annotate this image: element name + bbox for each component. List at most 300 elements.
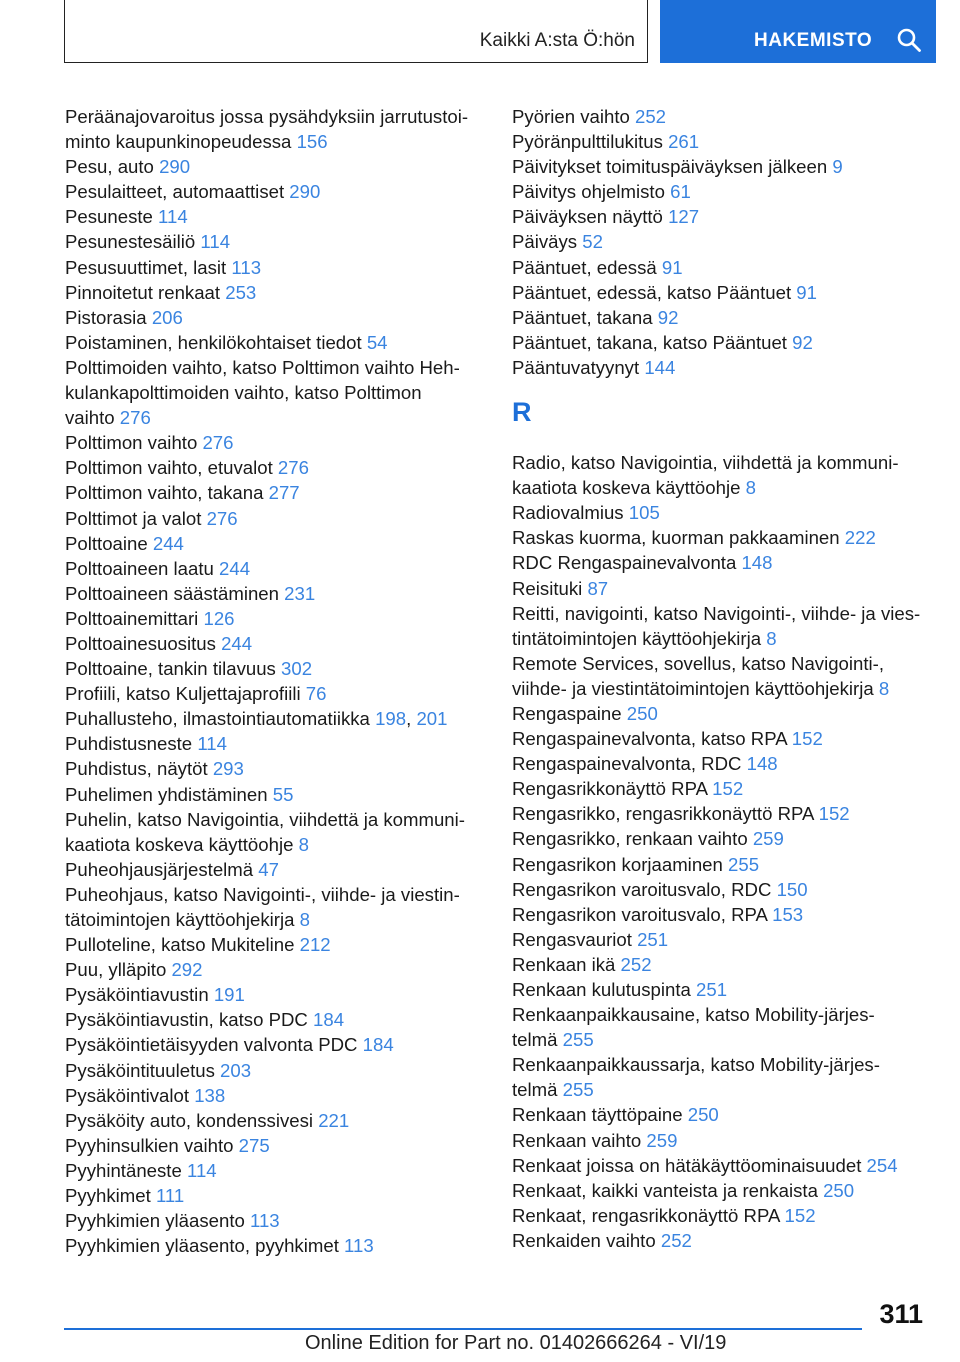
index-entry-line bbox=[65, 1007, 477, 1032]
index-entry bbox=[512, 280, 934, 305]
index-entry bbox=[512, 1002, 934, 1052]
page-reference-link[interactable]: 114 bbox=[200, 231, 231, 253]
index-entry bbox=[512, 154, 934, 179]
index-entry-line bbox=[65, 1183, 477, 1208]
index-entry-line bbox=[512, 229, 934, 254]
index-entry-text: Päiväys bbox=[512, 231, 578, 253]
index-entry bbox=[512, 927, 934, 952]
page-reference-link[interactable]: 275 bbox=[238, 1134, 270, 1156]
index-entry bbox=[512, 952, 934, 977]
index-entry-line bbox=[65, 1032, 477, 1057]
index-entry-line bbox=[65, 631, 477, 656]
page-reference-link[interactable]: 184 bbox=[362, 1034, 394, 1056]
index-entry bbox=[65, 556, 477, 581]
footer-text bbox=[305, 1332, 726, 1355]
index-entry-line bbox=[65, 1158, 477, 1183]
page-reference-link[interactable]: 61 bbox=[670, 181, 691, 203]
index-entry-text: Puu, ylläpito bbox=[65, 959, 167, 981]
index-entry-text: Pääntuet, takana, katso Pääntuet bbox=[512, 331, 787, 353]
index-entry bbox=[65, 204, 477, 229]
index-entry bbox=[512, 701, 934, 726]
index-entry-text: Rengasrikkonäyttö RPA bbox=[512, 778, 707, 800]
index-entry bbox=[65, 104, 477, 154]
index-entry bbox=[65, 280, 477, 305]
index-entry bbox=[512, 179, 934, 204]
index-entry bbox=[65, 355, 477, 430]
page-reference-link[interactable]: 293 bbox=[212, 758, 244, 780]
page-reference-link[interactable]: 276 bbox=[202, 432, 234, 454]
page-reference-link[interactable]: 138 bbox=[194, 1084, 226, 1106]
index-entry-text: kaatiota koskeva käyttöohje bbox=[65, 833, 294, 855]
index-entry-line bbox=[65, 455, 477, 480]
index-entry-line bbox=[65, 355, 477, 380]
index-entry bbox=[512, 1178, 934, 1203]
index-entry-text: Pyyhkimien yläasento bbox=[65, 1210, 245, 1232]
index-entry-line bbox=[512, 305, 934, 330]
index-entry-text: Rengasrikko, renkaan vaihto bbox=[512, 828, 748, 850]
index-entry-line bbox=[512, 525, 934, 550]
page-reference-link[interactable]: 252 bbox=[660, 1229, 692, 1251]
index-entry bbox=[512, 104, 934, 129]
index-entry-line bbox=[512, 977, 934, 1002]
index-entry bbox=[65, 706, 477, 731]
page-reference-link[interactable]: 152 bbox=[818, 803, 850, 825]
index-entry-line bbox=[512, 826, 934, 851]
page-reference-link[interactable]: 277 bbox=[268, 482, 300, 504]
page-reference-link[interactable]: 92 bbox=[657, 306, 679, 328]
index-entry-line bbox=[512, 104, 934, 129]
page-reference-link[interactable]: 52 bbox=[582, 231, 603, 253]
page-reference-link[interactable]: 276 bbox=[119, 407, 151, 429]
page-reference-link[interactable]: 255 bbox=[562, 1079, 594, 1101]
index-entry-line bbox=[512, 701, 934, 726]
index-entry-line bbox=[512, 676, 934, 701]
page-reference-link[interactable]: 302 bbox=[281, 658, 313, 680]
index-entry-line bbox=[512, 1102, 934, 1127]
index-entry-line bbox=[65, 1233, 477, 1258]
index-entry-line bbox=[512, 204, 934, 229]
page-reference-link[interactable]: 54 bbox=[366, 331, 388, 353]
index-entry-text: Radio, katso Navigointia, viihdettä ja kommuni- bbox=[512, 452, 899, 474]
index-entry-line bbox=[65, 1108, 477, 1133]
page-reference-link[interactable]: 8 bbox=[766, 627, 777, 649]
page-reference-link[interactable]: 8 bbox=[878, 677, 890, 699]
page-reference-link[interactable]: 126 bbox=[203, 607, 235, 629]
footer-rule bbox=[64, 1328, 862, 1330]
page-reference-link[interactable]: 244 bbox=[221, 632, 253, 654]
index-entry-text: Pesuneste bbox=[65, 206, 153, 228]
index-entry-text: Puheohjausjärjestelmä bbox=[65, 858, 254, 880]
index-entry-text: Peräänajovaroitus jossa pysähdyksiin jarrutustoi- bbox=[65, 106, 469, 127]
index-entry-line bbox=[65, 1208, 477, 1233]
page-reference-link[interactable]: 55 bbox=[272, 783, 294, 805]
index-entry-text: minto kaupunkinopeudessa bbox=[65, 131, 292, 153]
index-entry-text: Pääntuet, edessä, katso Pääntuet bbox=[512, 281, 792, 303]
index-entry bbox=[65, 982, 477, 1007]
page-reference-link[interactable]: 261 bbox=[668, 131, 700, 153]
index-entry bbox=[512, 1102, 934, 1127]
index-entry bbox=[65, 179, 477, 204]
index-entry bbox=[65, 932, 477, 957]
index-entry bbox=[512, 877, 934, 902]
index-entry-line bbox=[512, 1228, 934, 1253]
page-reference-link[interactable]: 8 bbox=[299, 909, 310, 930]
index-entry bbox=[512, 450, 934, 500]
index-entry-line bbox=[65, 204, 477, 229]
index-entry bbox=[512, 801, 934, 826]
page-reference-link[interactable]: 251 bbox=[637, 928, 669, 950]
index-entry-line bbox=[65, 179, 477, 204]
index-entry bbox=[65, 606, 477, 631]
page-reference-link[interactable]: 184 bbox=[313, 1009, 345, 1031]
index-entry-text: Pysäköintiavustin, katso PDC bbox=[65, 1009, 308, 1031]
index-entry-text: Renkaan kulutuspinta bbox=[512, 979, 691, 1000]
index-entry-line bbox=[512, 1178, 934, 1203]
page-reference-link[interactable]: 221 bbox=[318, 1109, 350, 1131]
tab-hakemisto-label: HAKEMISTO bbox=[754, 30, 873, 51]
page-reference-link[interactable]: 251 bbox=[696, 979, 728, 1000]
index-entry-text: Polttimon vaihto, etuvalot bbox=[65, 457, 273, 479]
index-entry bbox=[65, 229, 477, 254]
index-entry bbox=[512, 852, 934, 877]
index-entry bbox=[512, 129, 934, 154]
index-entry-text: Puhdistus, näytöt bbox=[65, 758, 208, 780]
index-entry bbox=[65, 631, 477, 656]
index-entry-text: Pinnoitetut renkaat bbox=[65, 281, 221, 303]
index-entry-text: viihde- ja viestintätoimintojen käyttöohjekirja bbox=[512, 677, 874, 699]
page-reference-link[interactable]: 114 bbox=[197, 733, 227, 755]
index-entry-line bbox=[65, 556, 477, 581]
index-entry-text: Raskas kuorma, kuorman pakkaaminen bbox=[512, 527, 840, 549]
tab-kaikki-a-o-label: Kaikki A:sta Ö:hön bbox=[479, 30, 635, 51]
index-entry-line bbox=[65, 907, 477, 932]
index-entry-line bbox=[512, 601, 934, 626]
index-entry-text: Renkaat, kaikki vanteista ja renkaista bbox=[512, 1179, 818, 1201]
index-entry bbox=[512, 1203, 934, 1228]
page-reference-link[interactable]: 259 bbox=[646, 1129, 678, 1151]
index-entry-line bbox=[65, 932, 477, 957]
index-entry-line bbox=[65, 807, 477, 832]
page-reference-link[interactable]: 150 bbox=[776, 878, 808, 900]
index-entry-line bbox=[65, 506, 477, 531]
page-reference-link[interactable]: 105 bbox=[628, 502, 660, 524]
page-reference-link[interactable]: 92 bbox=[792, 331, 813, 353]
index-entry-text: Renkaan täyttöpaine bbox=[512, 1104, 683, 1126]
index-entry-text: Renkaiden vaihto bbox=[512, 1229, 656, 1251]
index-entry bbox=[65, 1183, 477, 1208]
index-entry-line bbox=[512, 576, 934, 601]
index-entry-text: Puhdistusneste bbox=[65, 733, 193, 755]
page-reference-link[interactable]: 111 bbox=[155, 1185, 185, 1207]
index-entry-line bbox=[512, 355, 934, 380]
index-entry bbox=[65, 430, 477, 455]
index-entry bbox=[512, 1153, 934, 1178]
page-reference-link[interactable]: 254 bbox=[866, 1154, 898, 1176]
page-reference-link[interactable]: 114 bbox=[158, 206, 188, 228]
index-entry bbox=[65, 455, 477, 480]
index-entry-line bbox=[65, 681, 477, 706]
index-entry-line bbox=[65, 330, 477, 355]
page-reference-link[interactable]: 201 bbox=[416, 708, 448, 730]
page-reference-link[interactable]: 87 bbox=[587, 577, 609, 599]
index-entry-text: Pysäköintiavustin bbox=[65, 984, 209, 1006]
page-reference-link[interactable]: 113 bbox=[250, 1210, 280, 1232]
page-reference-link[interactable]: 152 bbox=[712, 778, 744, 800]
index-entry-line bbox=[512, 550, 934, 575]
page-reference-link[interactable]: 252 bbox=[620, 953, 652, 975]
index-entry-text: Polttoaineen laatu bbox=[65, 557, 214, 579]
index-entry bbox=[65, 154, 477, 179]
index-entry-text: Rengaspaine bbox=[512, 702, 622, 724]
index-entry-text: Rengasrikon varoitusvalo, RDC bbox=[512, 878, 772, 900]
index-entry bbox=[65, 506, 477, 531]
index-entry bbox=[512, 255, 934, 280]
page-reference-link[interactable]: 153 bbox=[772, 903, 804, 925]
index-entry-line bbox=[65, 782, 477, 807]
index-entry bbox=[512, 751, 934, 776]
index-entry-line bbox=[65, 857, 477, 882]
index-entry-line bbox=[65, 731, 477, 756]
index-entry-text: Pääntuet, edessä bbox=[512, 256, 657, 278]
index-entry bbox=[512, 305, 934, 330]
page-reference-link[interactable]: 148 bbox=[741, 552, 773, 574]
page-reference-link[interactable]: 259 bbox=[752, 828, 784, 850]
index-entry bbox=[65, 681, 477, 706]
index-entry bbox=[65, 782, 477, 807]
index-entry-line bbox=[512, 1052, 934, 1077]
index-entry-line bbox=[65, 957, 477, 982]
index-entry-text: Polttimon vaihto bbox=[65, 432, 198, 454]
index-entry bbox=[65, 581, 477, 606]
index-column-right bbox=[512, 104, 934, 1253]
index-entry bbox=[512, 229, 934, 254]
index-entry-text: Pysäköintietäisyyden valvonta PDC bbox=[65, 1034, 358, 1056]
index-entry bbox=[512, 601, 934, 651]
index-entry-line bbox=[65, 1058, 477, 1083]
index-entry bbox=[512, 330, 934, 355]
index-entry-line bbox=[65, 280, 477, 305]
index-entry-text: Polttimon vaihto, takana bbox=[65, 482, 264, 504]
page-reference-link[interactable]: 203 bbox=[220, 1059, 252, 1081]
index-entry bbox=[65, 756, 477, 781]
page-reference-link[interactable]: 152 bbox=[791, 728, 823, 750]
page-reference-link[interactable]: 76 bbox=[305, 683, 327, 705]
index-entry-text: Polttoaine bbox=[65, 532, 148, 554]
index-entry-text: Profiili, katso Kuljettajaprofiili bbox=[65, 683, 301, 705]
page-number: 311 bbox=[879, 1299, 923, 1329]
index-entry-text: Pyyhkimien yläasento, pyyhkimet bbox=[65, 1235, 339, 1257]
index-entry-text: Pyörien vaihto bbox=[512, 106, 630, 127]
page-reference-link[interactable]: 292 bbox=[171, 959, 203, 981]
index-entry-text: Pulloteline, katso Mukiteline bbox=[65, 934, 295, 956]
page-reference-link[interactable]: 212 bbox=[299, 934, 331, 956]
page-reference-link[interactable]: 231 bbox=[284, 582, 316, 604]
index-entry-line bbox=[65, 255, 477, 280]
page-reference-link[interactable]: 253 bbox=[225, 281, 257, 303]
tab-kaikki-a-o[interactable] bbox=[64, 0, 648, 63]
page-reference-link[interactable]: 198 bbox=[375, 708, 407, 730]
index-entry-line bbox=[512, 877, 934, 902]
page-reference-link[interactable]: 47 bbox=[258, 858, 279, 880]
index-entry-text: kulankapolttimoiden vaihto, katso Polttimon bbox=[65, 382, 422, 404]
index-entry bbox=[65, 807, 477, 857]
index-entry-text: Rengasvauriot bbox=[512, 928, 632, 950]
index-entry-line bbox=[512, 475, 934, 500]
index-entry-line bbox=[512, 927, 934, 952]
index-entry-line bbox=[65, 104, 477, 129]
index-entry bbox=[65, 480, 477, 505]
page-reference-link[interactable]: 8 bbox=[745, 477, 756, 499]
index-entry-line bbox=[512, 500, 934, 525]
page-reference-link[interactable]: 250 bbox=[823, 1179, 855, 1201]
index-entry-text: Polttimoiden vaihto, katso Polttimon vaihto Heh- bbox=[65, 356, 460, 378]
index-entry bbox=[65, 731, 477, 756]
index-entry bbox=[65, 857, 477, 882]
index-entry bbox=[65, 1032, 477, 1057]
index-entry-text: Renkaanpaikkaussarja, katso Mobility-järjes- bbox=[512, 1054, 880, 1076]
index-entry bbox=[512, 550, 934, 575]
index-entry-line bbox=[512, 726, 934, 751]
page-reference-link[interactable]: 113 bbox=[344, 1235, 374, 1257]
index-entry-text: Pääntuvatyynyt bbox=[512, 356, 640, 378]
index-entry bbox=[512, 525, 934, 550]
index-entry-line bbox=[65, 606, 477, 631]
page-reference-link[interactable]: 244 bbox=[152, 532, 184, 554]
index-entry bbox=[65, 531, 477, 556]
index-entry bbox=[512, 651, 934, 701]
index-entry-line bbox=[65, 129, 477, 154]
page-reference-link[interactable]: 276 bbox=[277, 457, 309, 479]
index-entry-line bbox=[512, 801, 934, 826]
page-reference-link[interactable]: 8 bbox=[298, 833, 309, 855]
page-reference-link[interactable]: 144 bbox=[644, 356, 676, 378]
index-entry bbox=[512, 826, 934, 851]
index-entry-line bbox=[512, 952, 934, 977]
page-reference-link[interactable]: 290 bbox=[159, 156, 191, 178]
index-entry-text: Polttoaineen säästäminen bbox=[65, 582, 279, 604]
index-entry-text: Pyyhinsulkien vaihto bbox=[65, 1134, 234, 1156]
page-reference-link[interactable]: 250 bbox=[687, 1104, 719, 1126]
page-reference-link[interactable]: 114 bbox=[186, 1159, 217, 1181]
index-entry-line bbox=[512, 626, 934, 651]
index-entry bbox=[65, 882, 477, 932]
index-entry-text: Renkaan ikä bbox=[512, 953, 616, 975]
index-entry bbox=[512, 776, 934, 801]
index-entry-line bbox=[512, 1077, 934, 1102]
index-entry-line bbox=[65, 832, 477, 857]
index-entry bbox=[65, 1108, 477, 1133]
page-reference-link[interactable]: 276 bbox=[206, 507, 238, 529]
index-entry-line bbox=[65, 882, 477, 907]
index-entry-text: Poistaminen, henkilökohtaiset tiedot bbox=[65, 331, 362, 353]
index-entry-text: Radiovalmius bbox=[512, 502, 624, 524]
index-entry bbox=[65, 1083, 477, 1108]
index-entry bbox=[65, 1058, 477, 1083]
page-reference-link[interactable]: 244 bbox=[219, 557, 251, 579]
index-entry-line bbox=[512, 651, 934, 676]
page-reference-link[interactable]: 191 bbox=[213, 984, 245, 1006]
index-entry bbox=[512, 977, 934, 1002]
index-entry-text: kaatiota koskeva käyttöohje bbox=[512, 477, 741, 499]
index-entry bbox=[65, 255, 477, 280]
index-entry-text: Rengaspainevalvonta, RDC bbox=[512, 753, 742, 775]
index-entry-text: Pesulaitteet, automaattiset bbox=[65, 181, 285, 203]
page-reference-link[interactable]: 290 bbox=[289, 181, 321, 203]
footer-edition: Online Edition for Part no. 01402666264 - VI/19 bbox=[305, 1332, 727, 1354]
page-reference-link[interactable]: 250 bbox=[626, 702, 658, 724]
page-reference-link[interactable]: 127 bbox=[668, 206, 700, 228]
page-reference-link[interactable]: 255 bbox=[728, 853, 760, 875]
index-entry-text: Päiväyksen näyttö bbox=[512, 206, 663, 228]
index-entry bbox=[65, 1133, 477, 1158]
page-reference-link[interactable]: 252 bbox=[635, 106, 667, 127]
index-entry-line bbox=[512, 179, 934, 204]
index-entry-text: RDC Rengaspainevalvonta bbox=[512, 552, 737, 574]
index-entry bbox=[65, 1208, 477, 1233]
index-entry-line bbox=[512, 902, 934, 927]
page-reference-link[interactable]: 255 bbox=[562, 1029, 594, 1051]
index-entry-line bbox=[65, 656, 477, 681]
index-entry-text: Rengasrikon korjaaminen bbox=[512, 853, 723, 875]
index-entry-line bbox=[65, 480, 477, 505]
index-entry-text: Pesunestesäiliö bbox=[65, 231, 196, 253]
tab-hakemisto[interactable] bbox=[660, 0, 936, 63]
index-column-left bbox=[65, 104, 477, 1258]
index-entry-line bbox=[512, 1203, 934, 1228]
index-entry-text: Renkaanpaikkausaine, katso Mobility-järjes- bbox=[512, 1004, 875, 1026]
index-entry-text: Päivitykset toimituspäiväyksen jälkeen bbox=[512, 156, 828, 178]
index-entry-line bbox=[65, 581, 477, 606]
index-entry-text: Remote Services, sovellus, katso Navigointi-, bbox=[512, 652, 885, 674]
index-entry bbox=[512, 576, 934, 601]
page-reference-link[interactable]: 113 bbox=[231, 256, 262, 278]
index-entry bbox=[65, 656, 477, 681]
index-entry-text: Pesusuuttimet, lasit bbox=[65, 256, 227, 278]
index-entry-text: Päivitys ohjelmisto bbox=[512, 181, 665, 203]
page-reference-link[interactable]: 148 bbox=[746, 753, 778, 775]
index-entry-line bbox=[512, 255, 934, 280]
index-entry-text: Pyyhintäneste bbox=[65, 1159, 182, 1181]
page-reference-link[interactable]: 91 bbox=[661, 256, 683, 278]
page-reference-link[interactable]: 91 bbox=[796, 281, 817, 303]
index-entry bbox=[65, 1007, 477, 1032]
index-entry-text: telmä bbox=[512, 1079, 558, 1101]
index-entry-line: Puhallusteho, ilmastointiautomatiikka 198, 201 bbox=[65, 708, 448, 730]
search-icon[interactable] bbox=[896, 27, 922, 53]
index-entry-text: Puhallusteho, ilmastointiautomatiikka bbox=[65, 708, 370, 730]
index-entry-text: Pesu, auto bbox=[65, 156, 154, 178]
index-entry-text: Puheohjaus, katso Navigointi-, viihde- ja viestin- bbox=[65, 883, 460, 905]
index-entry-text: Rengaspainevalvonta, katso RPA bbox=[512, 728, 787, 750]
index-entry bbox=[512, 902, 934, 927]
index-entry-line bbox=[65, 982, 477, 1007]
index-entry-line bbox=[65, 229, 477, 254]
page-reference-link[interactable]: 9 bbox=[832, 156, 843, 178]
index-entry-line bbox=[65, 154, 477, 179]
page-reference-link[interactable]: 206 bbox=[151, 306, 183, 328]
page-reference-link[interactable]: 152 bbox=[784, 1204, 816, 1226]
index-entry-text: Reisituki bbox=[512, 577, 583, 599]
index-entry-text: Pyöränpulttilukitus bbox=[512, 131, 663, 153]
index-entry-line bbox=[65, 380, 477, 405]
index-entry-text: Puhelin, katso Navigointia, viihdettä ja kommuni- bbox=[65, 808, 465, 830]
index-entry-text: vaihto bbox=[65, 407, 115, 429]
index-entry-line bbox=[512, 1002, 934, 1027]
page-reference-link[interactable]: 156 bbox=[296, 131, 328, 153]
page-reference-link[interactable]: 222 bbox=[844, 527, 876, 549]
index-entry-line bbox=[65, 430, 477, 455]
index-entry-text: Renkaan vaihto bbox=[512, 1129, 642, 1151]
